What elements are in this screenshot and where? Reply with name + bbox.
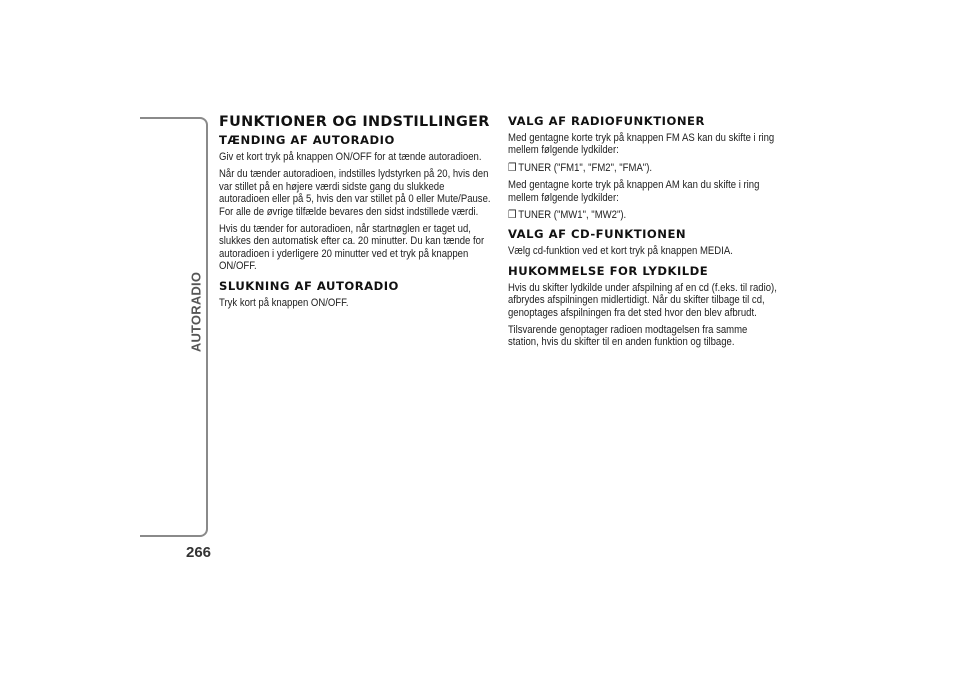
paragraph: Tryk kort på knappen ON/OFF. bbox=[219, 296, 349, 309]
heading-tending: TÆNDING AF AUTORADIO bbox=[219, 133, 395, 147]
right-column bbox=[508, 114, 778, 354]
paragraph: Med gentagne korte tryk på knappen FM AS kan du skifte i ring mellem følgende lydkilder: bbox=[508, 132, 775, 157]
heading-cd-funktionen: VALG AF CD-FUNKTIONEN bbox=[508, 227, 687, 242]
paragraph: Tilsvarende genoptager radioen modtagelsen fra samme station, hvis du skifter til en anden funktion og tilbage. bbox=[508, 324, 748, 349]
bullet-text: TUNER ("MW1", "MW2"). bbox=[518, 209, 627, 222]
left-column bbox=[219, 114, 495, 314]
paragraph: Vælg cd-funktion ved et kort tryk på knappen MEDIA. bbox=[508, 245, 733, 258]
paragraph: Hvis du skifter lydkilde under afspilning af en cd (f.eks. til radio), afbrydes afspilningen midlertidigt. Når du skifter tilbage til cd, genoptages afspilningen fra det sted hvor den blev afbrudt. bbox=[508, 281, 777, 319]
page-number: 266 bbox=[186, 544, 212, 561]
paragraph: Giv et kort tryk på knappen ON/OFF for at tænde autoradioen. bbox=[219, 151, 482, 163]
page-title: FUNKTIONER OG INDSTILLINGER bbox=[219, 114, 490, 130]
checkbox-bullet-icon: ❒ bbox=[508, 161, 517, 174]
bullet-item bbox=[508, 209, 777, 221]
paragraph: Med gentagne korte tryk på knappen AM kan du skifte i ring mellem følgende lydkilder: bbox=[508, 179, 760, 204]
section-label: AUTORADIO bbox=[188, 271, 204, 353]
bullet-item bbox=[508, 162, 777, 174]
bullet-text: TUNER ("FM1", "FM2", "FMA"). bbox=[518, 161, 653, 174]
section-tab bbox=[186, 262, 206, 362]
heading-radiofunktioner: VALG AF RADIOFUNKTIONER bbox=[508, 114, 705, 128]
paragraph: Hvis du tænder for autoradioen, når startnøglen er taget ud, slukkes den automatisk efter ca. 20 minutter. Du kan tænde for autoradioen i yderligere 20 minutter ved et tryk på knappen ON/OFF. bbox=[219, 223, 485, 273]
checkbox-bullet-icon: ❒ bbox=[508, 209, 517, 222]
paragraph: Når du tænder autoradioen, indstilles lydstyrken på 20, hvis den var stillet på en højere værdi sidste gang du slukkede autoradioen eller på 5, hvis den var stillet på 0 eller Mute/Pause. For alle de øvrige tilfælde bevares den sidst indstillede værdi. bbox=[219, 168, 491, 218]
heading-slukning: SLUKNING AF AUTORADIO bbox=[219, 278, 399, 293]
heading-hukommelse: HUKOMMELSE FOR LYDKILDE bbox=[508, 263, 709, 278]
